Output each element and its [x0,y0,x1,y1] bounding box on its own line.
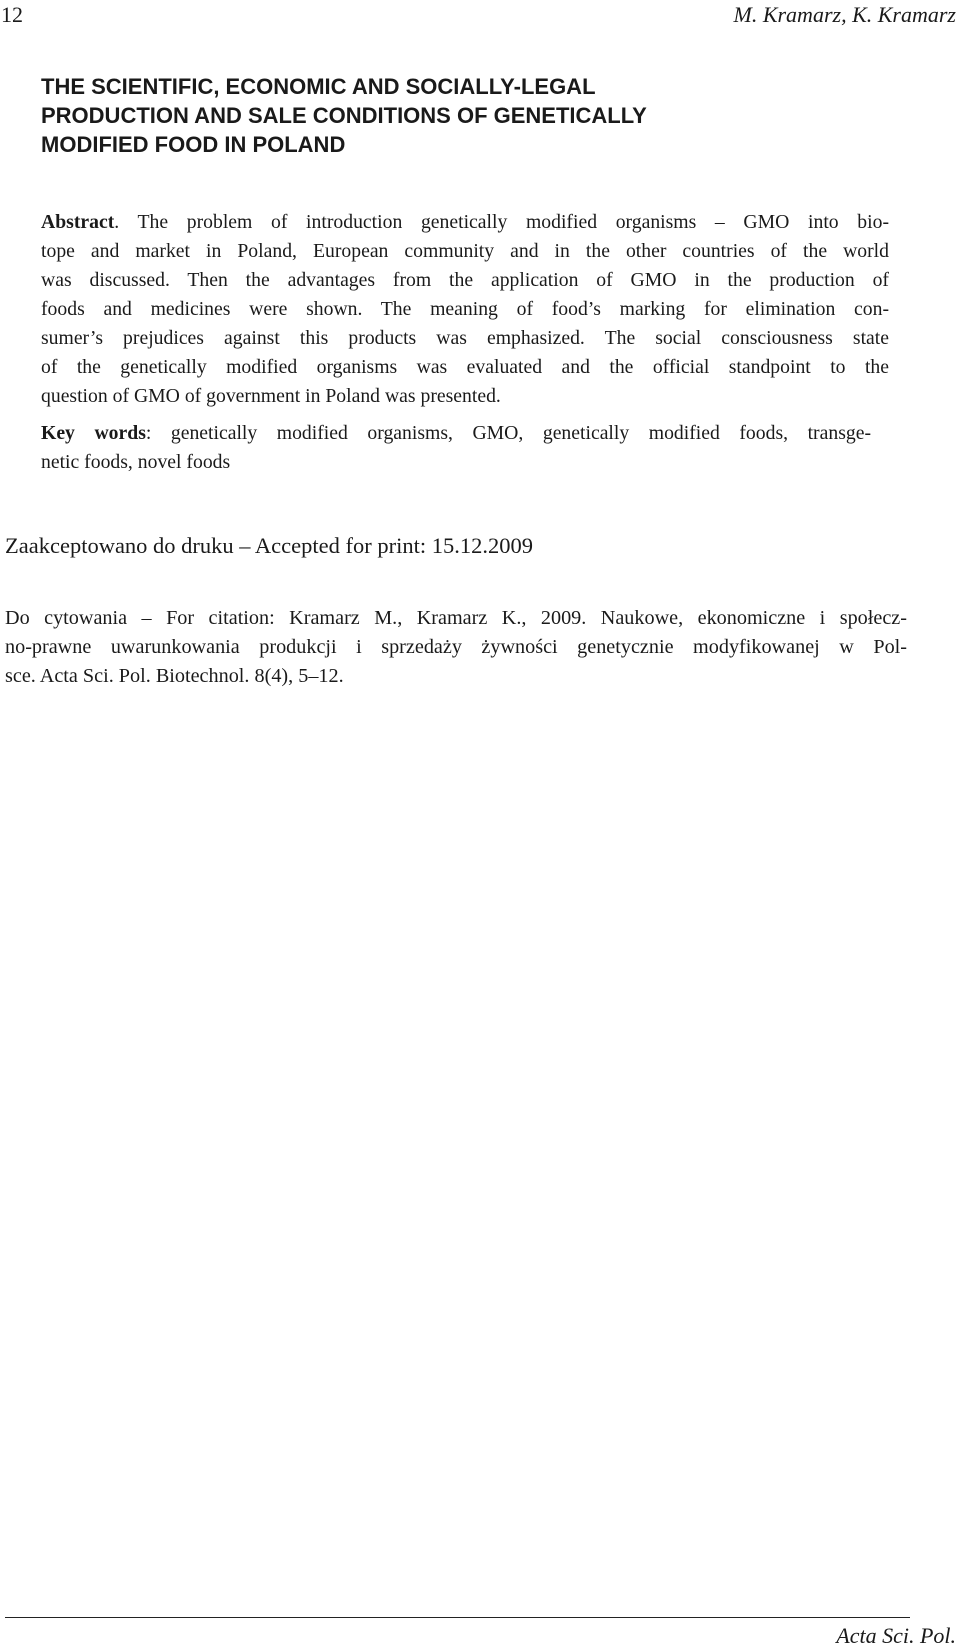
citation-line: no-prawne uwarunkowania produkcji i sprzedaży żywności genetycznie modyfikowanej w Pol- [5,636,907,658]
abstract-line: question of GMO of government in Poland was presented. [41,385,501,407]
keywords-label: Key words [41,422,146,444]
keywords-line [41,419,871,448]
citation-line: Do cytowania – For citation: Kramarz M., Kramarz K., 2009. Naukowe, ekonomiczne i społecz- [5,607,907,629]
accepted-for-print: Zaakceptowano do druku – Accepted for print: 15.12.2009 [5,533,533,558]
journal-name: Acta Sci. Pol. [836,1623,956,1648]
title-line: THE SCIENTIFIC, ECONOMIC AND SOCIALLY-LEGAL [41,74,596,99]
page-number: 12 [1,2,23,27]
running-header-authors: M. Kramarz, K. Kramarz [733,2,956,27]
title-line: MODIFIED FOOD IN POLAND [41,132,346,157]
keywords-line: netic foods, novel foods [41,451,231,473]
abstract [41,208,889,411]
abstract-line: sumer’s prejudices against this products was emphasized. The social consciousness state [41,327,889,349]
abstract-label: Abstract [41,211,115,233]
abstract-line: tope and market in Poland, European community and in the other countries of the world [41,240,889,262]
keywords [41,419,871,477]
citation [5,604,907,691]
keywords-text: : genetically modified organisms, GMO, genetically modified foods, transge- [145,422,872,444]
abstract-line [41,208,889,237]
footer-rule [5,1617,910,1618]
abstract-line: was discussed. Then the advantages from the application of GMO in the production of [41,269,889,291]
abstract-line: foods and medicines were shown. The meaning of food’s marking for elimination con- [41,298,889,320]
abstract-text: . The problem of introduction genetically modified organisms – GMO into bio- [114,211,889,233]
title-line: PRODUCTION AND SALE CONDITIONS OF GENETICALLY [41,103,647,128]
abstract-line: of the genetically modified organisms was evaluated and the official standpoint to the [41,356,889,378]
article-title [41,72,901,159]
citation-line: sce. Acta Sci. Pol. Biotechnol. 8(4), 5–12. [5,665,344,687]
